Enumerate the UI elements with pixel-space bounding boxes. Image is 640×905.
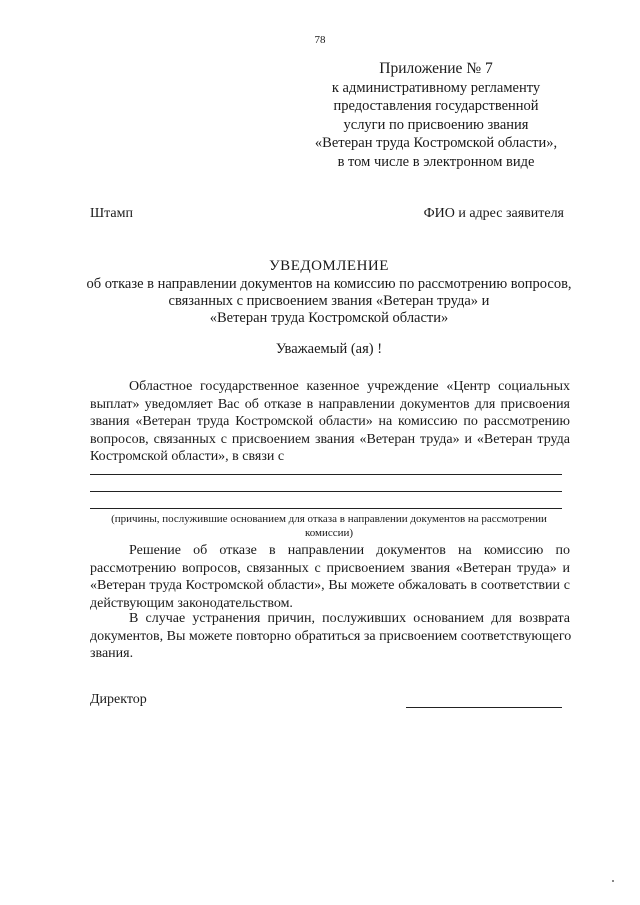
appendix-line: в том числе в электронном виде <box>337 153 535 170</box>
paragraph-reapply <box>90 610 570 663</box>
paragraph-line: В случае устранения причин, послуживших основанием для возврата <box>129 611 570 626</box>
paragraph-line: звания «Ветеран труда Костромской области» на комиссию по рассмотрению <box>90 414 570 429</box>
paragraph-line: Решение об отказе в направлении документов на комиссию по <box>129 543 570 558</box>
appendix-line: услуги по присвоению звания <box>343 116 529 133</box>
appendix-line: Приложение № 7 <box>379 60 493 77</box>
notice-subtitle-line: связанных с присвоением звания «Ветеран труда» и <box>168 293 490 309</box>
notice-title <box>0 258 640 327</box>
notice-subtitle-line: «Ветеран труда Костромской области» <box>209 310 449 326</box>
page-number: 78 <box>314 34 326 46</box>
scan-speck <box>612 880 614 882</box>
applicant-label: ФИО и адрес заявителя <box>423 206 564 221</box>
reason-blank-line <box>90 474 562 475</box>
reasons-note <box>0 512 640 540</box>
paragraph-line: «Ветеран труда Костромской области», Вы можете обжаловать в соответствии с <box>90 578 570 593</box>
reason-blank-line <box>90 491 562 492</box>
greeting: Уважаемый (ая) ! <box>275 341 383 357</box>
paragraph-line: документов, Вы можете повторно обратиться за присвоением соответствующего <box>90 628 572 644</box>
stamp-label: Штамп <box>90 206 133 221</box>
paragraph-line: Областное государственное казенное учреждение «Центр социальных <box>129 379 570 394</box>
notice-heading: УВЕДОМЛЕНИЕ <box>269 258 389 274</box>
appendix-line: к административному регламенту <box>331 79 541 96</box>
appendix-line: предоставления государственной <box>333 98 539 114</box>
paragraph-line: Костромской области», в связи с <box>90 449 285 464</box>
reason-blank-line <box>90 508 562 509</box>
reasons-note-line: комиссии) <box>304 527 354 539</box>
director-label: Директор <box>90 692 147 707</box>
paragraph-appeal <box>90 542 570 612</box>
paragraph-line: выплат» уведомляет Вас об отказе в направлении документов для присвоения <box>90 396 570 412</box>
appendix-block <box>296 60 576 171</box>
paragraph-notice <box>90 378 570 466</box>
paragraph-line: рассмотрению вопросов, связанных с присвоением звания «Ветеран труда» и <box>90 560 570 576</box>
paragraph-line: вопросов, связанных с присвоением звания «Ветеран труда» и «Ветеран труда <box>90 431 570 447</box>
notice-subtitle-line: об отказе в направлении документов на комиссию по рассмотрению вопросов, <box>86 276 572 292</box>
reasons-note-line: (причины, послужившие основанием для отказа в направлении документов на рассмотрении <box>111 513 547 525</box>
signature-line <box>406 707 562 708</box>
paragraph-line: действующим законодательством. <box>90 595 293 611</box>
appendix-line: «Ветеран труда Костромской области», <box>314 135 558 151</box>
paragraph-line: звания. <box>90 646 134 661</box>
